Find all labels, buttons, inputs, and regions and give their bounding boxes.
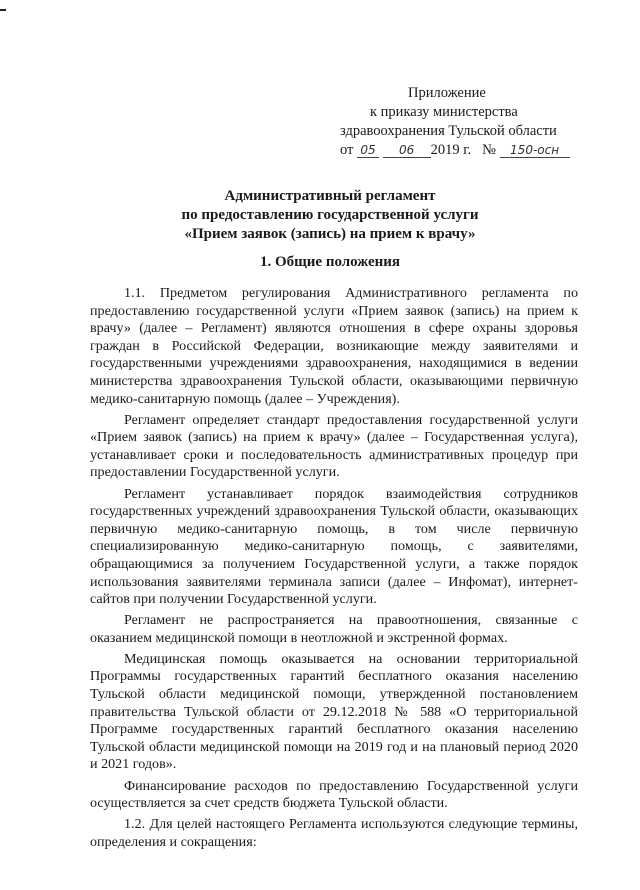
appendix-order-ref: к приказу министерства <box>370 104 518 120</box>
paragraph: 1.1. Предметом регулирования Административного регламента по предоставлению государственной услуги «Прием заявок (запись) на прием к врачу» (далее – Регламент) являются отношения в сфере охраны здоровья граждан в Российской Федерации, возникающие между заявителями и государственными учреждениями здравоохранения, находящимися в ведении министерства здравоохранения Тульской области, оказывающими первичную медико-санитарную помощь (далее – Учреждения). <box>90 285 578 407</box>
paragraph: 1.2. Для целей настоящего Регламента используются следующие термины, определения и сокращения: <box>90 816 578 850</box>
paragraph: Регламент устанавливает порядок взаимодействия сотрудников государственных учреждений здравоохранения Тульской области, оказывающих первичную медико-санитарную помощь, в том числе первичную специализированную медико-санитарную помощь, с заявителями, обращающимися за получением Государственной услуги, а также порядок использования заявителями терминала записи (далее – Инфомат), интернет-сайтов при получении Государственной услуги. <box>90 485 578 608</box>
from-label: от <box>340 142 354 158</box>
section-heading: 1. Общие положения <box>259 254 401 270</box>
paragraph: Регламент определяет стандарт предоставления государственной услуги «Прием заявок (запись) на прием к врачу» (далее – Государственная услуга), устанавливает сроки и последовательность административных процедур при предоставлении Государственной услуги. <box>90 411 578 481</box>
title-line-1: Административный регламент <box>224 188 436 204</box>
appendix-ministry: здравоохранения Тульской области <box>340 123 557 139</box>
document-body <box>90 285 578 855</box>
handwritten-number: 150-осн <box>500 143 570 158</box>
paragraph: Регламент не распространяется на правоотношения, связанные с оказанием медицинской помощи в неотложной и экстренной формах. <box>90 612 578 646</box>
appendix-header <box>338 84 588 160</box>
appendix-title: Приложение <box>408 85 486 101</box>
title-line-2: по предоставлению государственной услуги <box>181 207 479 223</box>
title-line-3: «Прием заявок (запись) на прием к врачу» <box>184 226 476 242</box>
handwritten-day: 05 <box>357 143 379 158</box>
handwritten-month: 06 <box>383 143 431 158</box>
date-year: 2019 г. <box>430 142 472 158</box>
document-title <box>100 187 560 244</box>
paragraph: Финансирование расходов по предоставлению Государственной услуги осуществляется за счет средств бюджета Тульской области. <box>90 777 578 812</box>
appendix-date-number <box>338 141 588 160</box>
number-label: № <box>482 142 496 158</box>
paragraph: Медицинская помощь оказывается на основании территориальной Программы государственных гарантий бесплатного оказания населению Тульской области медицинской помощи, утвержденной постановлением правительства Тульской области от 29.12.2018 № 588 «О территориальной Программе государственных гарантий бесплатного оказания населению Тульской области медицинской помощи на 2019 год и на плановый период 2020 и 2021 годов». <box>90 650 578 773</box>
scan-edge-mark <box>0 9 6 11</box>
